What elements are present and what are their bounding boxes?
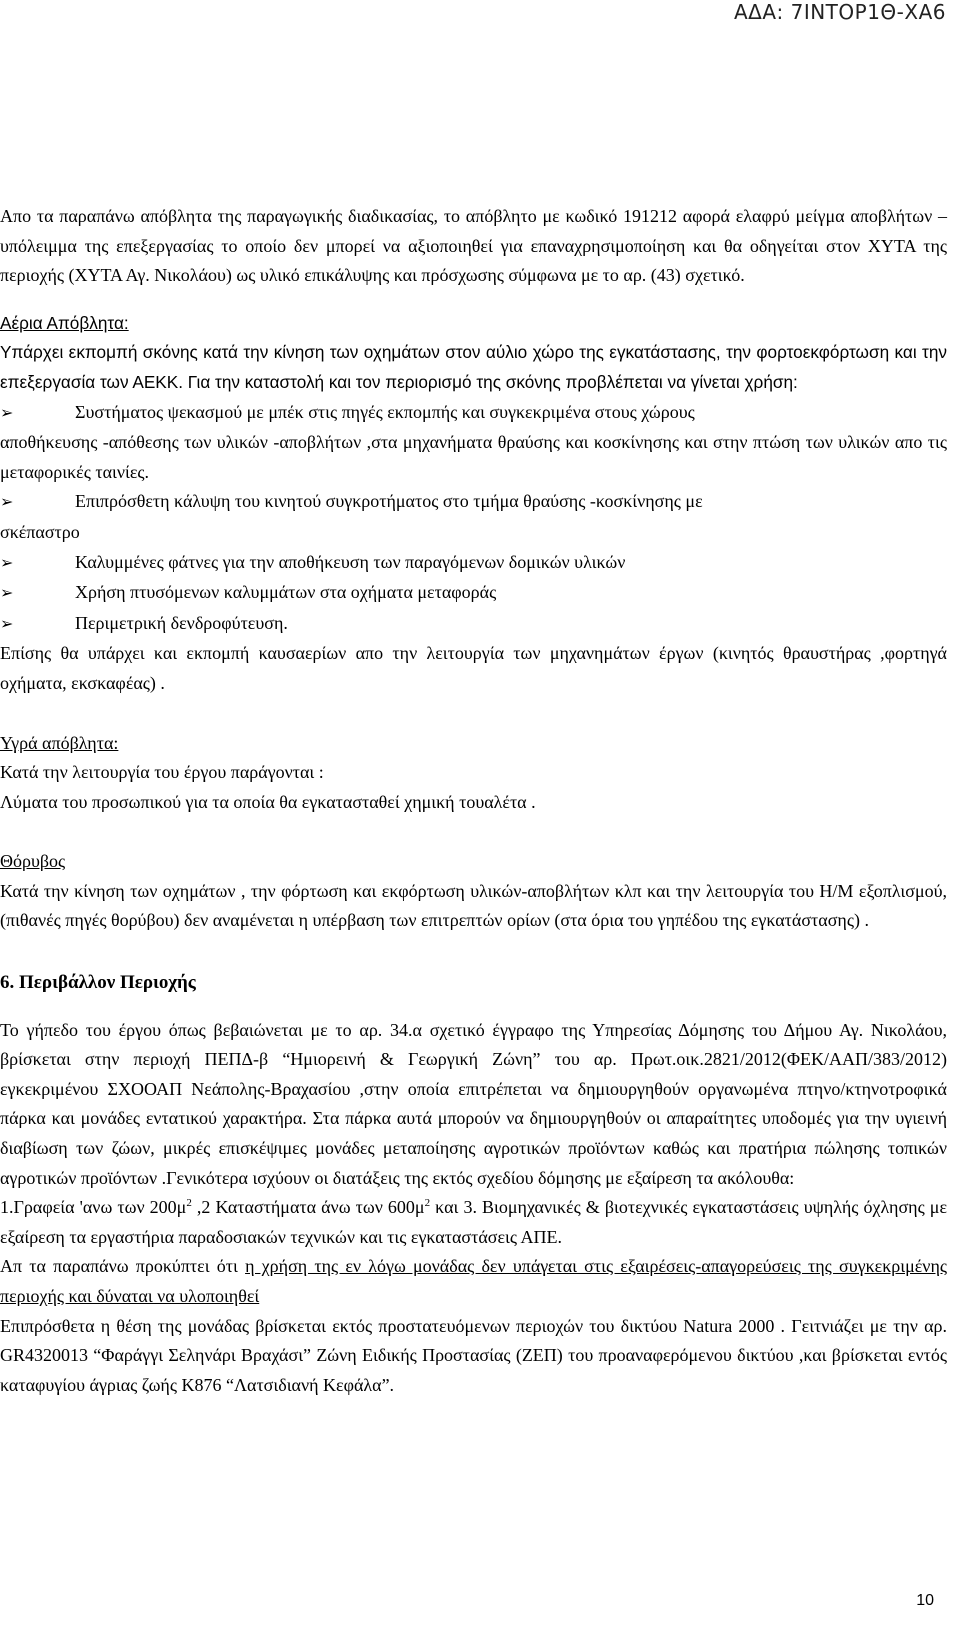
exceptions-text: και 3. Βιομηχανικές & βιοτεχνικές εγκαταστάσεις υψηλής όχλησης με εξαίρεση τα εργαστήρια παραδοσιακών τεχνικών και τις εγκαταστάσεις ΑΠΕ.	[0, 1197, 948, 1247]
list-item-text: Καλυμμένες φάτνες για την αποθήκευση των παραγόμενων δομικών υλικών	[75, 551, 626, 572]
exhaust-paragraph: Επίσης θα υπάρχει και εκπομπή καυσαερίων απο την λειτουργία των μηχανημάτων έργων (κινητός θραυστήρας ,φορτηγά οχήματα, εκσκαφέας) .	[0, 643, 947, 693]
liquid-waste-line: Λύματα του προσωπικού για τα οποία θα εγκατασταθεί χημική τουαλέτα .	[0, 791, 536, 812]
exceptions-text: ,2 Καταστήματα άνω των 600μ	[191, 1197, 425, 1218]
list-item	[0, 578, 947, 609]
list-item-text: Χρήση πτυσόμενων καλυμμάτων στα οχήματα μεταφοράς	[75, 582, 497, 603]
list-item	[0, 487, 947, 518]
natura-paragraph: Επιπρόσθετα η θέση της μονάδας βρίσκεται εκτός προστατευόμενων περιοχών του δικτύου Natura 2000 . Γειτνιάζει με την αρ. GR4320013 “Φαράγγι Σεληνάρι Βραχάσι” Ζώνη Ειδικής Προστασίας (ΖΕΠ) του προαναφερόμενου δικτύου ,και βρίσκεται εντός καταφυγίου άγριας ζωής Κ876 “Λατσιδιανή Κεφάλα”.	[0, 1315, 947, 1395]
list-item-continuation: σκέπαστρο	[0, 521, 80, 542]
noise-paragraph: Κατά την κίνηση των οχημάτων , την φόρτωση και εκφόρτωση υλικών-αποβλήτων κλπ και την λειτουργία του Η/Μ εξοπλισμού, (πιθανές πηγές θορύβου) δεν αναμένεται η υπέρβαση των επιτρεπτών ορίων (στα όρια του γηπέδου της εγκατάστασης) .	[0, 880, 947, 931]
exceptions-text: 1.Γραφεία 'ανω των 200μ	[0, 1197, 187, 1218]
liquid-waste-heading: Υγρά απόβλητα:	[0, 732, 119, 753]
ada-code: ΑΔΑ: 7ΙΝΤΟΡ1Θ-ΧΑ6	[733, 0, 946, 24]
spacer	[0, 291, 947, 309]
spacer	[0, 699, 947, 729]
air-waste-paragraph: Υπάρχει εκπομπή σκόνης κατά την κίνηση των οχημάτων στον αύλιο χώρο της εγκατάστασης, την φορτοεκφόρτωση και την επεξεργασία των ΑΕΚΚ. Για την καταστολή και τον περιορισμό της σκόνης προβλέπεται να γίνεται χρήση:	[0, 342, 947, 392]
list-item-text: Επιπρόσθετη κάλυψη του κινητού συγκροτήματος στο τμήμα θραύσης -κοσκίνησης με	[75, 491, 703, 512]
list-item	[0, 548, 947, 579]
list-item-continuation: αποθήκευσης -απόθεσης των υλικών -αποβλήτων ,στα μηχανήματα θραύσης και κοσκίνησης και στην πτώση των υλικών απο τις μεταφορικές ταινίες.	[0, 432, 947, 482]
arrow-bullet-icon: ➢	[0, 404, 14, 422]
arrow-bullet-icon: ➢	[0, 585, 14, 603]
superscript: 2	[424, 1197, 431, 1210]
liquid-waste-line: Κατά την λειτουργία του έργου παράγονται :	[0, 762, 324, 783]
conclusion-paragraph	[0, 1252, 947, 1311]
spacer	[0, 998, 947, 1016]
arrow-bullet-icon: ➢	[0, 554, 14, 572]
superscript: 2	[186, 1197, 192, 1210]
page-number: 10	[916, 1592, 934, 1609]
spacer	[0, 817, 947, 847]
list-item-text: Συστήματος ψεκασμού με μπέκ στις πηγές εκπομπής και συγκεκριμένα στους χώρους	[75, 401, 695, 422]
noise-heading: Θόρυβος	[0, 851, 66, 872]
list-item-text: Περιμετρική δενδροφύτευση.	[75, 612, 288, 633]
list-item	[0, 398, 947, 429]
conclusion-text: Απ τα παραπάνω προκύπτει ότι	[0, 1256, 246, 1277]
arrow-bullet-icon: ➢	[0, 494, 14, 512]
conclusion-underlined-text: η χρήση της εν λόγω μονάδας δεν υπάγεται στις εξαιρέσεις-απαγορεύσεις της συγκεκριμένης περιοχής και δύναται να υλοποιηθεί	[0, 1256, 947, 1306]
arrow-bullet-icon: ➢	[0, 615, 14, 633]
document-body	[0, 202, 947, 1400]
air-waste-heading: Αέρια Απόβλητα:	[0, 312, 129, 333]
spacer	[0, 936, 947, 968]
air-waste-section	[0, 309, 947, 398]
list-item	[0, 609, 947, 640]
intro-paragraph: Απο τα παραπάνω απόβλητα της παραγωγικής διαδικασίας, το απόβλητο με κωδικό 191212 αφορά ελαφρύ μείγμα αποβλήτων – υπόλειμμα της επεξεργασίας το οποίο δεν μπορεί να αξιοποιηθεί για επαναχρησιμοποίηση και θα οδηγείται στον ΧΥΤΑ της περιοχής (ΧΥΤΑ Αγ. Νικολάου) ως υλικό επικάλυψης και πρόσχωσης σύμφωνα με το αρ. (43) σχετικό.	[0, 206, 947, 286]
exceptions-paragraph	[0, 1193, 947, 1252]
zoning-paragraph: Το γήπεδο του έργου όπως βεβαιώνεται με το αρ. 34.α σχετικό έγγραφο της Υπηρεσίας Δόμησης του Δήμου Αγ. Νικολάου, βρίσκεται στην περιοχή ΠΕΠΔ-β “Ημιορεινή & Γεωργική Ζώνη” του αρ. Πρωτ.οικ.2821/2012(ΦΕΚ/ΑΑΠ/383/2012) εγκεκριμένου ΣΧΟΟΑΠ Νεάπολης-Βραχασίου ,στην οποία επιτρέπεται να δημιουργηθούν οργανωμένα πτηνο/κτηνοτροφικά πάρκα και μονάδες εντατικού χαρακτήρα. Στα πάρκα αυτά μπορούν να δημιουργηθούν οι απαραίτητες υποδομές για την υγιεινή διαβίωση των ζώων, μικρές επισκέψιμες μονάδες μεταποίησης αγροτικών προϊόντων καθώς και πρατήρια πώλησης τοπικών αγροτικών προϊόντων .Γενικότερα ισχύουν οι διατάξεις της εκτός σχεδίου δόμησης με εξαίρεση τα ακόλουθα:	[0, 1019, 947, 1188]
mitigation-list	[0, 398, 947, 640]
section-title: 6. Περιβάλλον Περιοχής	[0, 972, 196, 994]
